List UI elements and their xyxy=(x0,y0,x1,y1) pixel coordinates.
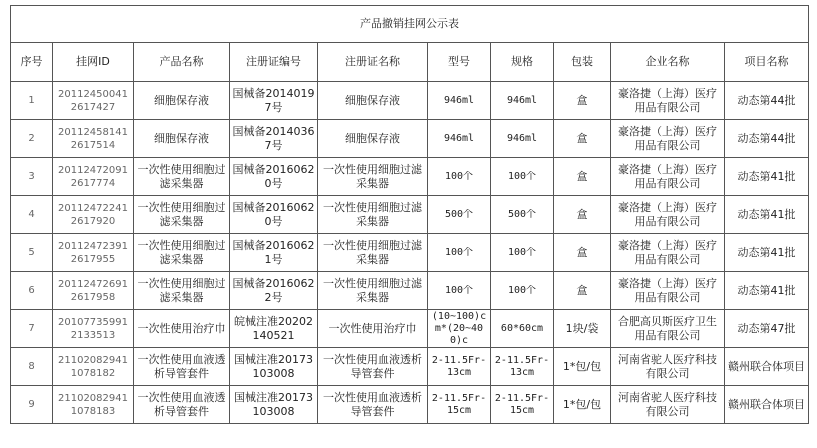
cell-reg-name-text: 一次性使用细胞过滤采集器 xyxy=(323,162,422,190)
cell-reg-no-text: 皖械注准20202140521 xyxy=(234,314,313,342)
cell-product xyxy=(134,120,230,158)
cell-product-text: 一次性使用细胞过滤采集器 xyxy=(137,200,226,228)
table-row xyxy=(11,386,809,424)
cell-reg-no-text: 国械备20160620号 xyxy=(232,200,315,228)
table-row xyxy=(11,82,809,120)
cell-company xyxy=(611,348,725,386)
cell-id-text: 201077359912133513 xyxy=(58,316,128,341)
cell-id xyxy=(53,386,134,424)
cell-spec xyxy=(491,82,554,120)
cell-reg-name xyxy=(318,234,428,272)
cell-company xyxy=(611,158,725,196)
cell-spec-text: 500个 xyxy=(507,208,537,220)
cell-pack xyxy=(554,82,611,120)
header-reg-name: 注册证名称 xyxy=(318,43,428,82)
cell-reg-name xyxy=(318,386,428,424)
cell-reg-name xyxy=(318,120,428,158)
cell-no-text: 8 xyxy=(28,361,35,372)
cell-reg-no xyxy=(230,386,318,424)
cell-pack xyxy=(554,158,611,196)
cell-project xyxy=(725,234,809,272)
cell-product-text: 一次性使用细胞过滤采集器 xyxy=(137,276,226,304)
cell-company xyxy=(611,310,725,348)
cell-no-text: 9 xyxy=(28,399,35,410)
cell-id xyxy=(53,310,134,348)
cell-no xyxy=(11,348,53,386)
cell-product xyxy=(134,348,230,386)
table-row xyxy=(11,120,809,158)
cell-company xyxy=(611,234,725,272)
cell-pack-text: 盒 xyxy=(576,245,588,259)
cell-no xyxy=(11,386,53,424)
cell-project-text: 赣州联合体项目 xyxy=(728,397,806,411)
cell-pack xyxy=(554,234,611,272)
cell-pack xyxy=(554,272,611,310)
cell-reg-no-text: 国械备20160620号 xyxy=(232,162,315,190)
header-no: 序号 xyxy=(11,43,53,82)
cell-pack-text: 1块/袋 xyxy=(565,321,599,335)
cell-spec-text: 100个 xyxy=(507,284,537,296)
cell-product-text: 细胞保存液 xyxy=(154,131,209,145)
cell-id-text: 211020829411078183 xyxy=(58,392,128,417)
cell-spec-text: 2-11.5Fr-15cm xyxy=(494,392,550,416)
cell-reg-name-text: 细胞保存液 xyxy=(345,93,400,107)
cell-company-text: 豪洛捷（上海）医疗用品有限公司 xyxy=(618,200,717,228)
cell-project xyxy=(725,196,809,234)
cell-spec-text: 100个 xyxy=(507,170,537,182)
cell-project-text: 动态第41批 xyxy=(737,283,796,297)
header-model: 型号 xyxy=(428,43,491,82)
cell-project xyxy=(725,310,809,348)
cell-model-text: 2-11.5Fr-13cm xyxy=(431,354,487,378)
cell-id xyxy=(53,82,134,120)
cell-project xyxy=(725,272,809,310)
cell-reg-name-text: 一次性使用治疗巾 xyxy=(328,321,417,335)
cell-pack xyxy=(554,310,611,348)
cell-model xyxy=(428,196,491,234)
cell-product-text: 一次性使用治疗巾 xyxy=(137,321,226,335)
cell-reg-no xyxy=(230,234,318,272)
cell-id-text: 211020829411078182 xyxy=(58,354,128,379)
revocation-table xyxy=(10,5,809,424)
cell-reg-name xyxy=(318,348,428,386)
cell-spec-text: 100个 xyxy=(507,246,537,258)
header-pack: 包装 xyxy=(554,43,611,82)
cell-company xyxy=(611,120,725,158)
table-row xyxy=(11,310,809,348)
cell-spec xyxy=(491,158,554,196)
cell-company-text: 合肥高贝斯医疗卫生用品有限公司 xyxy=(618,314,717,342)
cell-reg-no-text: 国械备20160621号 xyxy=(232,238,315,266)
cell-project xyxy=(725,158,809,196)
cell-spec xyxy=(491,272,554,310)
sheet xyxy=(10,5,809,424)
cell-spec-text: 946ml xyxy=(506,132,538,144)
header-product: 产品名称 xyxy=(134,43,230,82)
cell-model-text: 500个 xyxy=(444,208,474,220)
cell-company-text: 豪洛捷（上海）医疗用品有限公司 xyxy=(618,124,717,152)
cell-project-text: 动态第44批 xyxy=(737,131,796,145)
cell-id-text: 201124722412617920 xyxy=(58,202,128,227)
header-id: 挂网ID xyxy=(53,43,134,82)
cell-spec-text: 2-11.5Fr-13cm xyxy=(494,354,550,378)
cell-reg-no-text: 国械备20140197号 xyxy=(232,86,315,114)
cell-reg-no xyxy=(230,196,318,234)
cell-company-text: 豪洛捷（上海）医疗用品有限公司 xyxy=(618,276,717,304)
cell-product xyxy=(134,196,230,234)
cell-spec xyxy=(491,310,554,348)
cell-reg-no-text: 国械注准20173103008 xyxy=(234,390,313,418)
cell-id xyxy=(53,158,134,196)
cell-reg-no-text: 国械注准20173103008 xyxy=(234,352,313,380)
cell-model xyxy=(428,386,491,424)
cell-project xyxy=(725,82,809,120)
cell-reg-name xyxy=(318,82,428,120)
cell-id xyxy=(53,272,134,310)
cell-model xyxy=(428,82,491,120)
cell-company-text: 豪洛捷（上海）医疗用品有限公司 xyxy=(618,238,717,266)
cell-id-text: 201124581412617514 xyxy=(58,126,128,151)
cell-reg-name-text: 一次性使用血液透析导管套件 xyxy=(323,390,422,418)
cell-pack-text: 盒 xyxy=(576,207,588,221)
cell-project-text: 动态第41批 xyxy=(737,169,796,183)
cell-product xyxy=(134,272,230,310)
cell-product-text: 一次性使用细胞过滤采集器 xyxy=(137,238,226,266)
cell-reg-no xyxy=(230,82,318,120)
cell-pack xyxy=(554,196,611,234)
cell-reg-no xyxy=(230,272,318,310)
table-row xyxy=(11,272,809,310)
cell-product-text: 一次性使用血液透析导管套件 xyxy=(137,352,226,380)
header-project: 项目名称 xyxy=(725,43,809,82)
cell-model xyxy=(428,272,491,310)
cell-id xyxy=(53,348,134,386)
cell-company xyxy=(611,272,725,310)
table-title: 产品撤销挂网公示表 xyxy=(11,6,809,43)
cell-no xyxy=(11,234,53,272)
cell-company xyxy=(611,82,725,120)
cell-no xyxy=(11,196,53,234)
cell-reg-name-text: 一次性使用细胞过滤采集器 xyxy=(323,200,422,228)
cell-company-text: 豪洛捷（上海）医疗用品有限公司 xyxy=(618,86,717,114)
cell-no xyxy=(11,310,53,348)
cell-pack-text: 1*包/包 xyxy=(562,359,602,373)
cell-product xyxy=(134,386,230,424)
cell-spec xyxy=(491,348,554,386)
cell-project xyxy=(725,348,809,386)
cell-spec xyxy=(491,386,554,424)
cell-company xyxy=(611,386,725,424)
cell-reg-no-text: 国械备20160622号 xyxy=(232,276,315,304)
cell-reg-no xyxy=(230,348,318,386)
cell-no xyxy=(11,272,53,310)
cell-spec xyxy=(491,120,554,158)
cell-product-text: 一次性使用血液透析导管套件 xyxy=(137,390,226,418)
cell-project xyxy=(725,386,809,424)
cell-product-text: 一次性使用细胞过滤采集器 xyxy=(137,162,226,190)
cell-product-text: 细胞保存液 xyxy=(154,93,209,107)
table-row xyxy=(11,158,809,196)
cell-id xyxy=(53,234,134,272)
cell-no-text: 6 xyxy=(28,285,35,296)
cell-model-text: 100个 xyxy=(444,284,474,296)
cell-spec xyxy=(491,234,554,272)
cell-reg-no xyxy=(230,310,318,348)
cell-product xyxy=(134,234,230,272)
header-reg-no: 注册证编号 xyxy=(230,43,318,82)
cell-spec-text: 60*60cm xyxy=(500,322,544,334)
cell-model xyxy=(428,158,491,196)
cell-reg-no-text: 国械备20140367号 xyxy=(232,124,315,152)
cell-pack-text: 1*包/包 xyxy=(562,397,602,411)
cell-pack xyxy=(554,120,611,158)
table-row xyxy=(11,196,809,234)
cell-no-text: 7 xyxy=(28,323,35,334)
cell-pack-text: 盒 xyxy=(576,93,588,107)
cell-reg-name xyxy=(318,158,428,196)
cell-id xyxy=(53,196,134,234)
cell-reg-no xyxy=(230,120,318,158)
cell-model-text: 100个 xyxy=(444,170,474,182)
cell-no xyxy=(11,158,53,196)
cell-pack-text: 盒 xyxy=(576,283,588,297)
cell-model-text: 2-11.5Fr-15cm xyxy=(431,392,487,416)
cell-product xyxy=(134,158,230,196)
cell-id-text: 201124720912617774 xyxy=(58,164,128,189)
cell-model xyxy=(428,120,491,158)
cell-id xyxy=(53,120,134,158)
cell-id-text: 201124726912617958 xyxy=(58,278,128,303)
table-row xyxy=(11,234,809,272)
cell-model-text: 946ml xyxy=(443,94,475,106)
cell-spec-text: 946ml xyxy=(506,94,538,106)
header-spec: 规格 xyxy=(491,43,554,82)
cell-spec xyxy=(491,196,554,234)
cell-no-text: 4 xyxy=(28,209,35,220)
cell-no xyxy=(11,120,53,158)
cell-pack-text: 盒 xyxy=(576,131,588,145)
cell-company-text: 河南省驼人医疗科技有限公司 xyxy=(618,352,717,380)
cell-project-text: 动态第41批 xyxy=(737,207,796,221)
cell-project-text: 动态第41批 xyxy=(737,245,796,259)
cell-company-text: 河南省驼人医疗科技有限公司 xyxy=(618,390,717,418)
cell-no-text: 3 xyxy=(28,171,35,182)
cell-no-text: 5 xyxy=(28,247,35,258)
cell-project-text: 动态第44批 xyxy=(737,93,796,107)
cell-model-text: 946ml xyxy=(443,132,475,144)
cell-reg-name-text: 一次性使用细胞过滤采集器 xyxy=(323,276,422,304)
cell-project-text: 动态第47批 xyxy=(737,321,796,335)
header-company: 企业名称 xyxy=(611,43,725,82)
cell-reg-no xyxy=(230,158,318,196)
cell-no xyxy=(11,82,53,120)
cell-model-text: 100个 xyxy=(444,246,474,258)
cell-reg-name-text: 一次性使用细胞过滤采集器 xyxy=(323,238,422,266)
table-row xyxy=(11,348,809,386)
cell-pack xyxy=(554,386,611,424)
cell-no-text: 1 xyxy=(28,95,35,106)
cell-reg-name xyxy=(318,272,428,310)
cell-model-text: (10~100)cm*(20~400)c xyxy=(431,310,487,346)
cell-product xyxy=(134,310,230,348)
cell-reg-name-text: 细胞保存液 xyxy=(345,131,400,145)
cell-reg-name xyxy=(318,310,428,348)
cell-id-text: 201124500412617427 xyxy=(58,88,128,113)
cell-no-text: 2 xyxy=(28,133,35,144)
header-row xyxy=(11,43,809,82)
cell-reg-name xyxy=(318,196,428,234)
cell-company-text: 豪洛捷（上海）医疗用品有限公司 xyxy=(618,162,717,190)
cell-reg-name-text: 一次性使用血液透析导管套件 xyxy=(323,352,422,380)
cell-pack-text: 盒 xyxy=(576,169,588,183)
cell-pack xyxy=(554,348,611,386)
cell-model xyxy=(428,234,491,272)
cell-model xyxy=(428,310,491,348)
cell-project xyxy=(725,120,809,158)
cell-company xyxy=(611,196,725,234)
cell-product xyxy=(134,82,230,120)
cell-model xyxy=(428,348,491,386)
cell-project-text: 赣州联合体项目 xyxy=(728,359,806,373)
cell-id-text: 201124723912617955 xyxy=(58,240,128,265)
